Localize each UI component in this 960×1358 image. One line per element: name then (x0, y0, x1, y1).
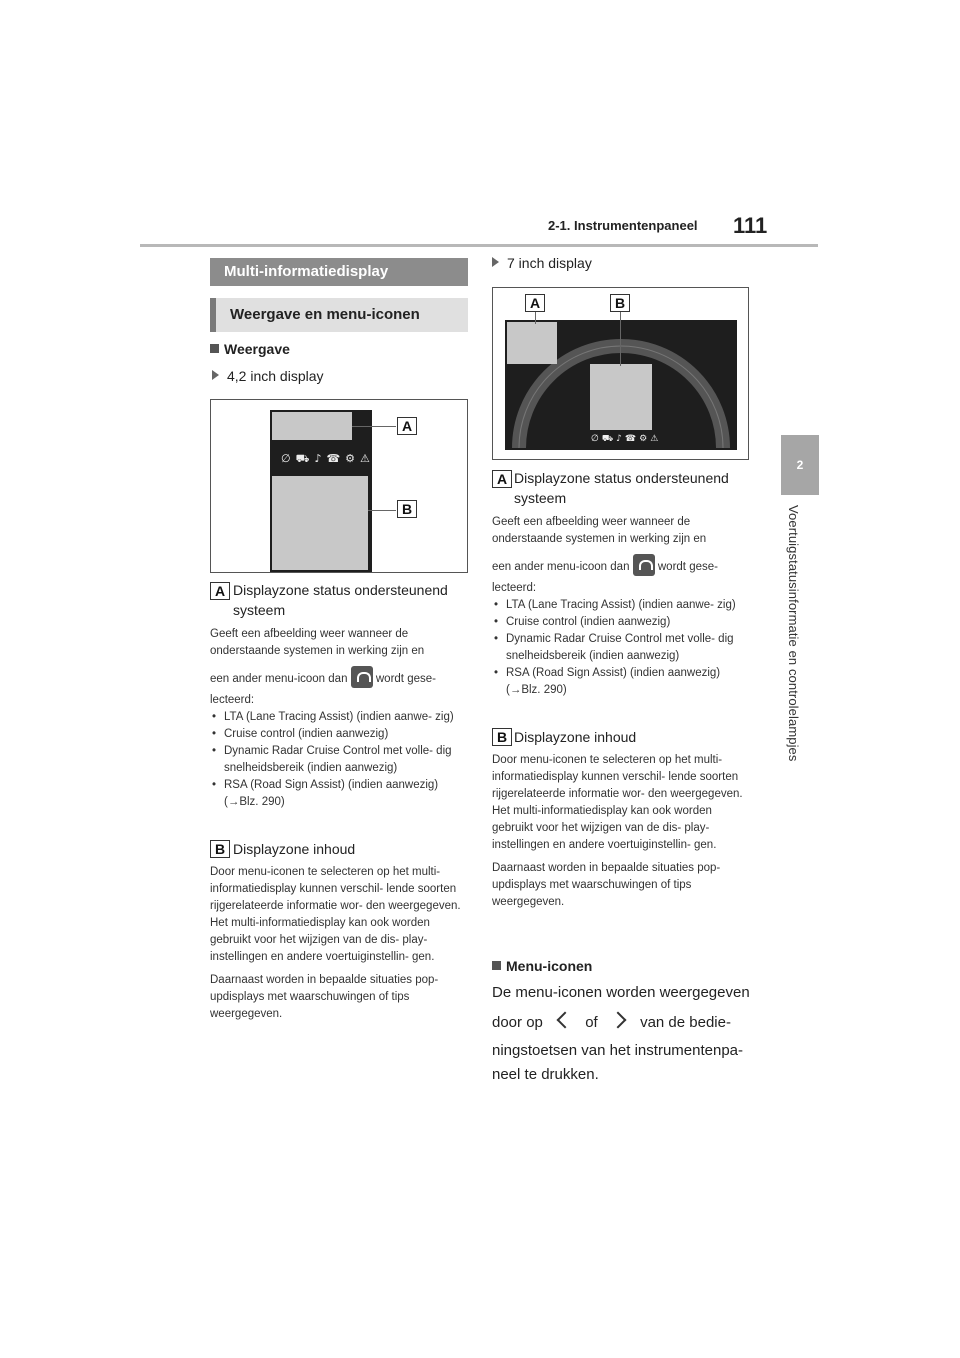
lane-assist-menu-icon (351, 666, 373, 688)
list-item: • LTA (Lane Tracing Assist) (indien aanwe- zig) (492, 597, 750, 614)
zone-a-area (272, 412, 352, 440)
settings-icon: ⚙ (345, 452, 361, 465)
section-title: 2-1. Instrumentenpaneel (548, 218, 698, 233)
item-b-body: Door menu-iconen te selecteren op het multi-informatiedisplay kunnen verschil- lende soorten rijgerelateerde informatie wor- den weergegeven. Het multi-informatiedisplay kan ook worden gebruikt voor het wijzigen van de dis- play-instellingen en andere voertuiginstellin- gen. Daarnaast worden in bepaalde situaties pop-updisplays met waarschuwingen of tips weergegeven. (210, 866, 461, 1020)
warning-icon: ⚠ (650, 434, 662, 444)
chevron-left-icon[interactable] (557, 1012, 574, 1029)
callout-a: A (525, 294, 545, 312)
menu-icon-row (591, 434, 661, 445)
list-item: • Dynamic Radar Cruise Control met volle- dig snelheidsbereik (indien aanwezig) (492, 631, 750, 665)
item-b-body: Door menu-iconen te selecteren op het multi-informatiedisplay kunnen verschil- lende soorten rijgerelateerde informatie wor- den weergegeven. Het multi-informatiedisplay kan ook worden gebruikt voor het wijzigen van de dis- play-instellingen en andere voertuiginstellin- gen. Daarnaast worden in bepaalde situaties pop-updisplays met waarschuwingen of tips weergegeven. (492, 754, 743, 908)
music-icon: ♪ (314, 452, 327, 465)
callout-b: B (397, 500, 417, 518)
menu-iconen-heading: Menu-iconen (492, 958, 592, 974)
list-item: • Dynamic Radar Cruise Control met volle- dig snelheidsbereik (indien aanwezig) (210, 743, 468, 777)
item-a-body: Geeft een afbeelding weer wanneer de onderstaande systemen in werking zijn en een ander menu-icoon dan wordt gese- lecteerd: • LTA (Lane Tracing Assist) (indien aanwe- zig) • Cruise control (indien aanwezig) • Dynamic Radar Cruise Control met volle- dig snelheidsbereik (indien aanwezig) • RSA (Road Sign Assist) (indien aanwezig) (→Blz. 290) (492, 514, 750, 699)
item-b-title: Displayzone inhoud (514, 729, 637, 745)
leader-line-b (368, 510, 396, 511)
label-a: A (210, 582, 230, 600)
zone-b-area (272, 476, 368, 570)
item-a-body: Geeft een afbeelding weer wanneer de onderstaande systemen in werking zijn en een ander menu-icoon dan wordt gese- lecteerd: • LTA (Lane Tracing Assist) (indien aanwe- zig) • Cruise control (indien aanwezig) • Dynamic Radar Cruise Control met volle- dig snelheidsbereik (indien aanwezig) • RSA (Road Sign Assist) (indien aanwezig) (→Blz. 290) (210, 626, 468, 811)
display-42-heading: 4,2 inch display (212, 368, 324, 384)
item-b-title: Displayzone inhoud (233, 841, 356, 857)
header-rule (140, 244, 818, 247)
list-item[interactable]: • RSA (Road Sign Assist) (indien aanwezig) (→Blz. 290) (492, 665, 750, 699)
list-item[interactable]: • RSA (Road Sign Assist) (indien aanwezig) (→Blz. 290) (210, 777, 468, 811)
zone-b-area (590, 364, 652, 430)
leader-line-a (535, 312, 536, 324)
music-icon: ♪ (616, 434, 625, 444)
list-item: • LTA (Lane Tracing Assist) (indien aanwe- zig) (210, 709, 468, 726)
triangle-bullet-icon (212, 370, 219, 380)
list-item: • Cruise control (indien aanwezig) (492, 614, 750, 631)
eco-icon: ∅ (281, 452, 296, 465)
phone-icon: ☎ (624, 434, 640, 444)
label-b: B (210, 840, 230, 858)
section-heading-main: Multi-informatiedisplay (210, 258, 468, 286)
leader-line-a (352, 426, 396, 427)
chevron-right-icon[interactable] (609, 1012, 626, 1029)
square-bullet-icon (210, 344, 219, 353)
lane-assist-menu-icon (633, 554, 655, 576)
figure-42-display (210, 399, 468, 573)
system-list (210, 709, 468, 811)
chapter-tab[interactable]: 2 (781, 435, 819, 495)
eco-icon: ∅ (591, 434, 602, 444)
page-number: 111 (733, 213, 768, 238)
warning-icon: ⚠ (360, 452, 375, 465)
section-heading-sub: Weergave en menu-iconen (210, 298, 468, 332)
display-7-heading: 7 inch display (492, 255, 592, 271)
square-bullet-icon (492, 961, 501, 970)
list-item: • Cruise control (indien aanwezig) (210, 726, 468, 743)
weergave-heading: Weergave (210, 341, 290, 357)
leader-line-b (620, 312, 621, 366)
label-a: A (492, 470, 512, 488)
callout-b: B (610, 294, 630, 312)
item-a-title: Displayzone status ondersteunend systeem (233, 582, 448, 618)
lane-assist-icon: ⛟ (295, 452, 315, 465)
figure-7-display (492, 287, 749, 460)
system-list (492, 597, 750, 699)
label-b: B (492, 728, 512, 746)
chapter-side-title: Voertuigstatusinformatie en controlelampjes (786, 505, 801, 762)
phone-icon: ☎ (326, 452, 346, 465)
callout-a: A (397, 417, 417, 435)
zone-a-area (507, 322, 557, 364)
item-a-title: Displayzone status ondersteunend systeem (514, 470, 729, 506)
triangle-bullet-icon (492, 257, 499, 267)
settings-icon: ⚙ (639, 434, 651, 444)
menu-iconen-body: De menu-iconen worden weergegeven door op of van de bedie- ningstoetsen van het instrumentenpa- neel te drukken. (492, 984, 750, 1083)
lane-assist-icon: ⛟ (601, 434, 617, 444)
menu-icon-row (281, 452, 375, 467)
